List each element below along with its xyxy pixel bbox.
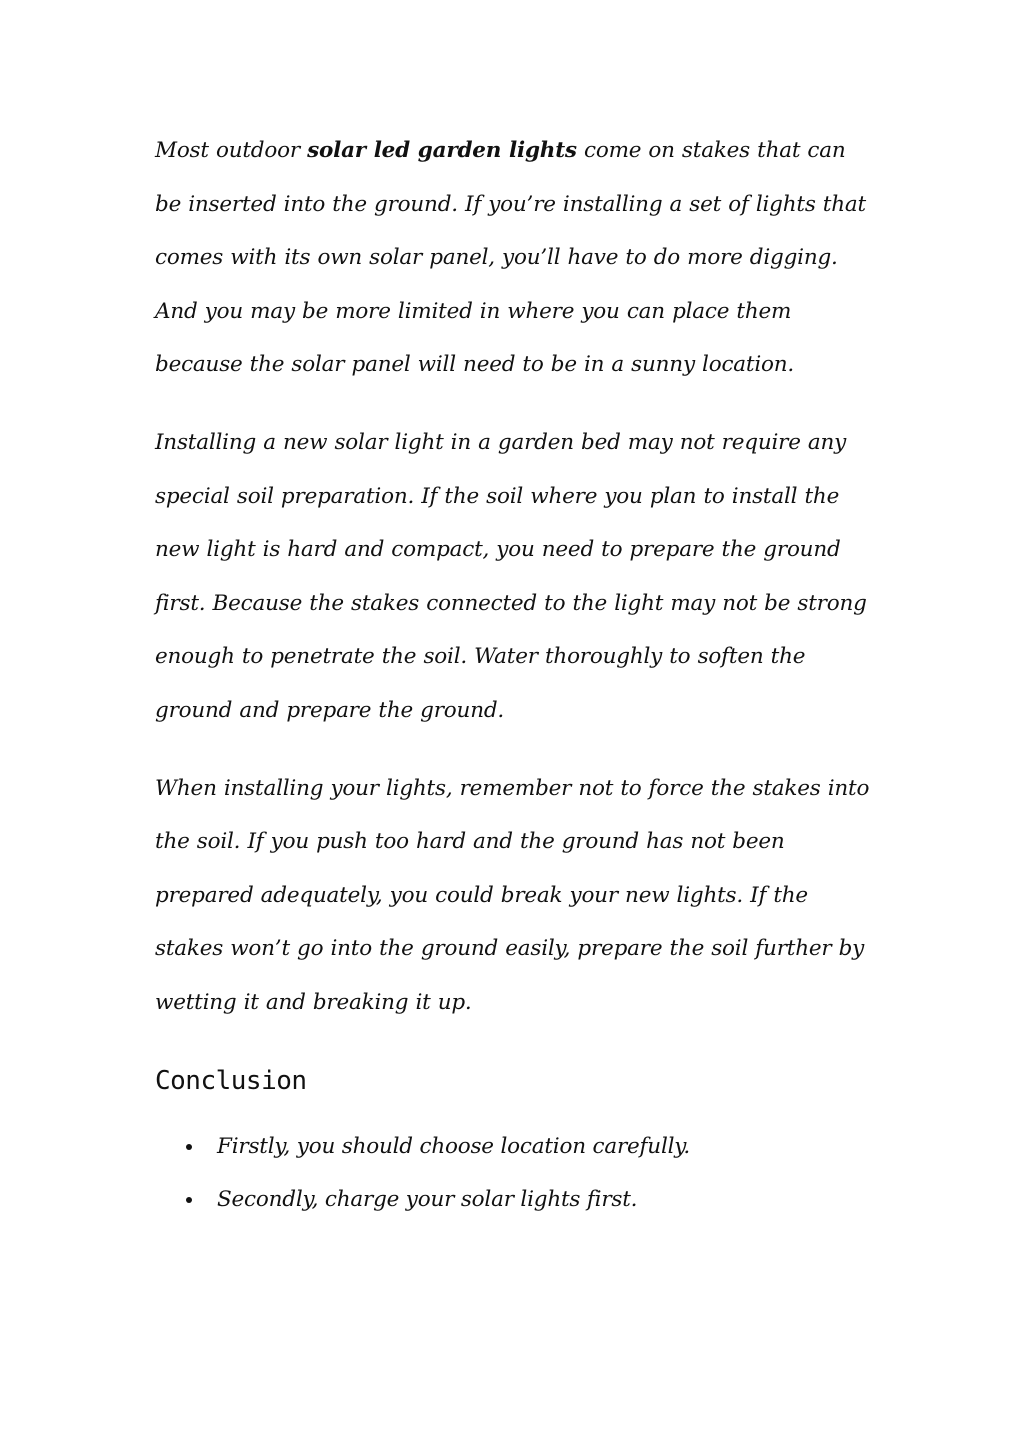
list-item-text: Firstly, you should choose location carefully. — [217, 1133, 691, 1159]
document-page — [155, 124, 875, 1227]
paragraph-soil-preparation: Installing a new solar light in a garden bed may not require any special soil preparation. If the soil where you plan to install the new light is hard and compact, you need to prepare the ground first. Because the stakes connected to the light may not be strong enough to penetrate the soil. Water thoroughly to soften the ground and prepare the ground. — [155, 429, 867, 723]
list-item — [155, 1120, 875, 1174]
conclusion-heading: Conclusion — [155, 1065, 307, 1096]
paragraph-intro-start: Most outdoor — [155, 138, 308, 163]
keyword-link: solar led garden lights — [307, 138, 577, 163]
paragraph-installing-lights: When installing your lights, remember not to force the stakes into the soil. If you push too hard and the ground has not been prepared adequately, you could break your new lights. If the stakes won’t go into the ground easily, prepare the soil further by wetting it and breaking it up. — [155, 775, 870, 1015]
list-item — [155, 1173, 875, 1227]
bullet-icon — [186, 1197, 192, 1203]
paragraph-intro-end: come on stakes that can be inserted into the ground. If you’re installing a set of lights that comes with its own solar panel, you’ll have to do more digging. And you may be more limited in where you can place them because the solar panel will need to be in a sunny location. — [155, 138, 866, 378]
bullet-icon — [186, 1144, 192, 1150]
paragraph-intro — [155, 124, 875, 392]
conclusion-list — [155, 1120, 875, 1227]
list-item-text: Secondly, charge your solar lights first. — [217, 1187, 638, 1213]
